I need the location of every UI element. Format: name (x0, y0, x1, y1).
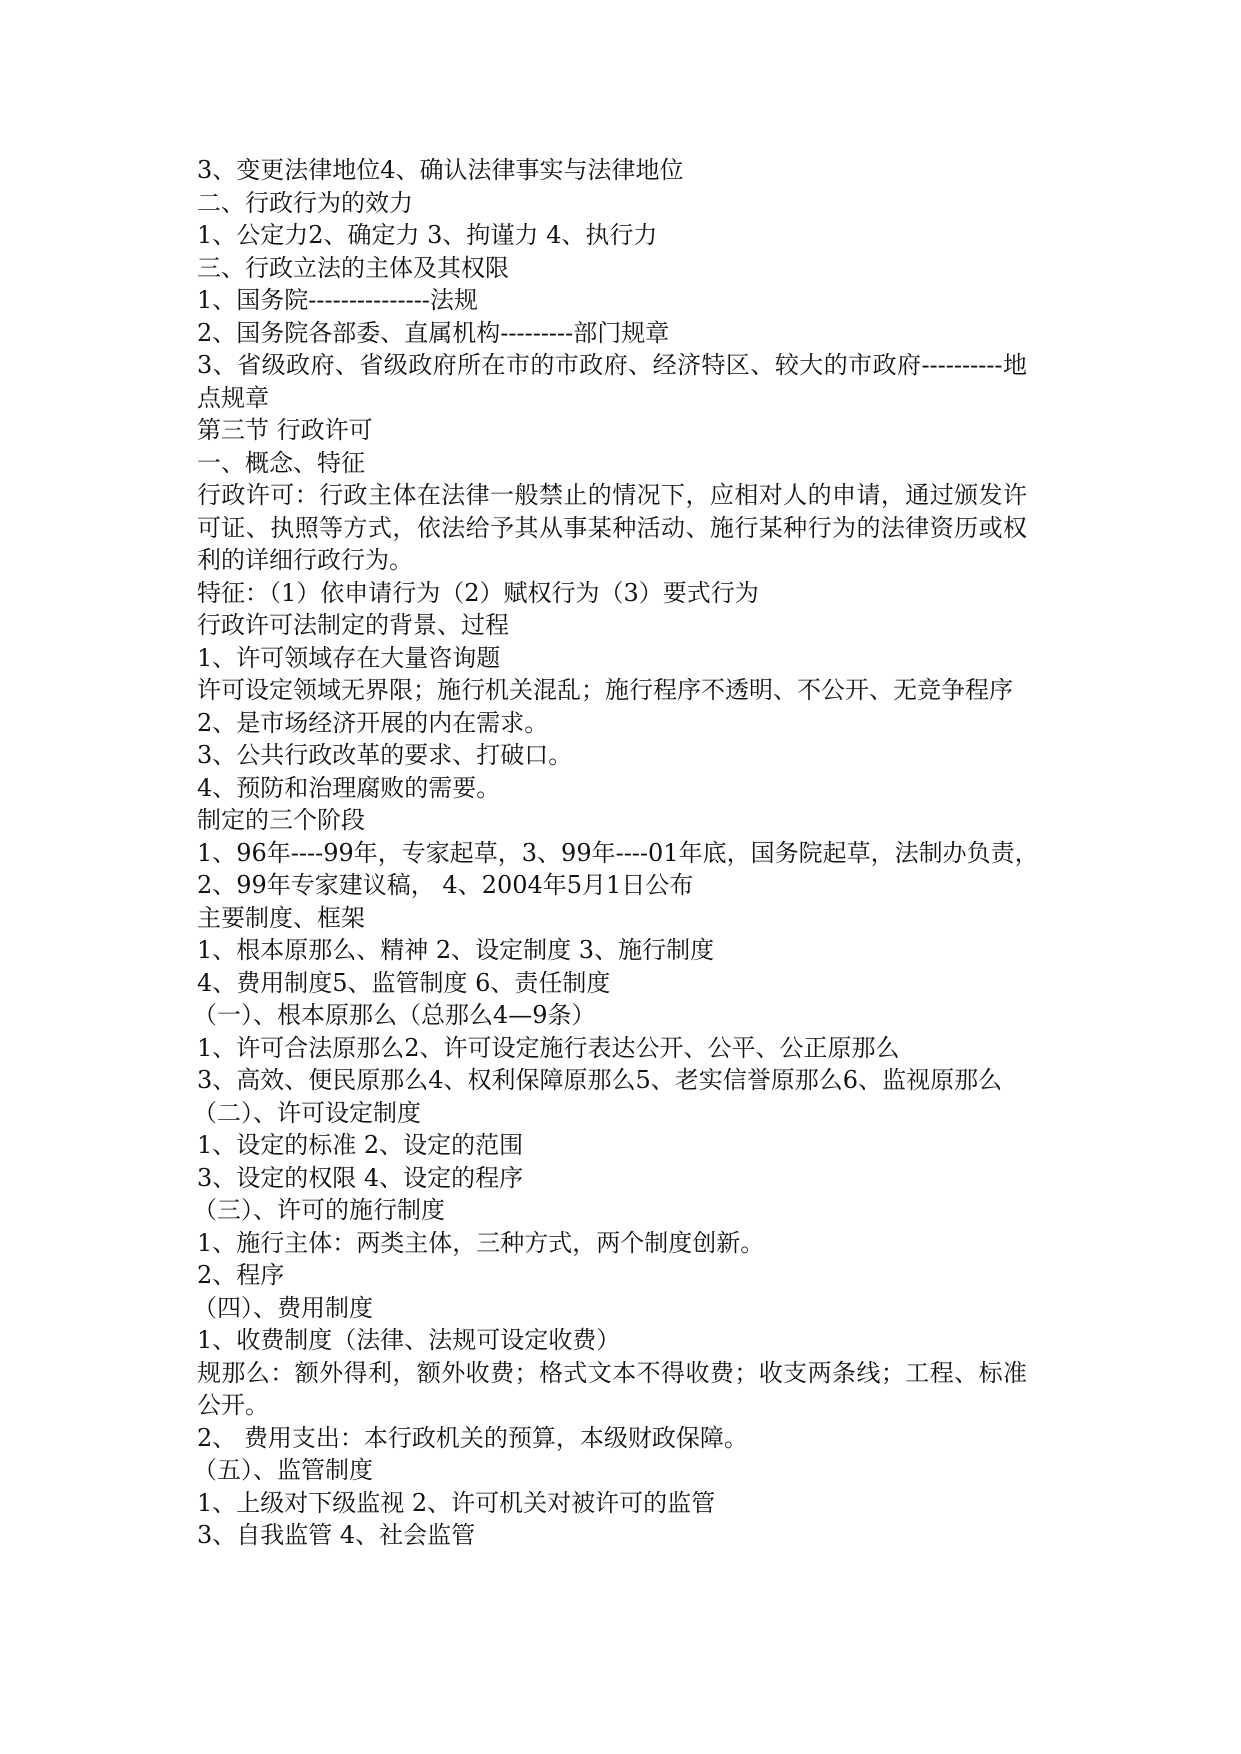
text-line: （一）、根本原那么（总那么4—9条） (193, 1001, 596, 1029)
text-line: 二、行政行为的效力 (197, 188, 413, 217)
text-line: 1、收费制度（法律、法规可设定收费） (197, 1326, 621, 1354)
text-line: （三）、许可的施行制度 (193, 1196, 445, 1224)
text-paragraph: 许可设定领域无界限；施行机关混乱；施行程序不透明、不公开、无竞争程序 (197, 676, 1013, 704)
text-line: 1、上级对下级监视 2、许可机关对被许可的监管 (197, 1488, 716, 1517)
text-line: 3、设定的权限 4、设定的程序 (197, 1163, 524, 1192)
text-line: 特征：（1）依申请行为（2）赋权行为（3）要式行为 (197, 578, 759, 607)
text-line: 2、是市场经济开展的内在需求。 (197, 708, 549, 737)
text-line: （四）、费用制度 (193, 1293, 373, 1322)
text-line: 1、公定力2、确定力 3、拘谨力 4、执行力 (197, 221, 658, 249)
text-line: 1、许可领域存在大量咨询题 (197, 643, 501, 672)
text-line: 3、高效、便民原那么4、权利保障原那么5、老实信誉原那么6、监视原那么 (197, 1066, 1003, 1094)
text-line: 1、根本原那么、精神 2、设定制度 3、施行制度 (197, 936, 715, 964)
text-line: 第三节 行政许可 (197, 416, 373, 444)
text-line: 主要制度、框架 (197, 903, 365, 932)
document-body (193, 154, 1039, 1552)
text-paragraph: 3、省级政府、省级政府所在市的市政府、经济特区、较大的市政府----------地点规章 (197, 351, 1027, 412)
text-line: 3、公共行政改革的要求、打破口。 (197, 741, 573, 769)
text-line: 三、行政立法的主体及其权限 (197, 253, 509, 282)
text-line: （五）、监管制度 (193, 1456, 373, 1484)
text-paragraph: 规那么：额外得利，额外收费；格式文本不得收费；收支两条线；工程、标准公开。 (197, 1358, 1027, 1419)
text-line: 1、设定的标准 2、设定的范围 (197, 1131, 524, 1159)
text-line: 2、99年专家建议稿， 4、2004年5月1日公布 (197, 871, 694, 899)
text-line: 4、预防和治理腐败的需要。 (197, 773, 501, 802)
text-paragraph: 行政许可：行政主体在法律一般禁止的情况下，应相对人的申请，通过颁发许可证、执照等方式，依法给予其从事某种活动、施行某种行为的法律资历或权利的详细行政行为。 (197, 481, 1027, 574)
text-line: 3、变更法律地位4、确认法律事实与法律地位 (197, 156, 684, 184)
text-line: 2、国务院各部委、直属机构---------部门规章 (197, 318, 670, 347)
text-line: 1、96年----99年，专家起草，3、99年----01年底，国务院起草，法制办负责， (197, 838, 1039, 867)
text-line: 2、 费用支出：本行政机关的预算，本级财政保障。 (197, 1423, 748, 1452)
text-line: 制定的三个阶段 (197, 806, 365, 834)
text-line: 行政许可法制定的背景、过程 (197, 611, 509, 639)
text-line: 4、费用制度5、监管制度 6、责任制度 (197, 968, 611, 997)
text-line: 1、国务院---------------法规 (197, 286, 478, 314)
text-line: （二）、许可设定制度 (193, 1098, 421, 1127)
text-line: 一、概念、特征 (197, 448, 365, 477)
text-line: 3、自我监管 4、社会监管 (197, 1521, 476, 1549)
text-line: 1、施行主体：两类主体，三种方式，两个制度创新。 (197, 1228, 765, 1257)
text-line: 2、程序 (197, 1261, 285, 1289)
text-line: 1、许可合法原那么2、许可设定施行表达公开、公平、公正原那么 (197, 1033, 900, 1062)
